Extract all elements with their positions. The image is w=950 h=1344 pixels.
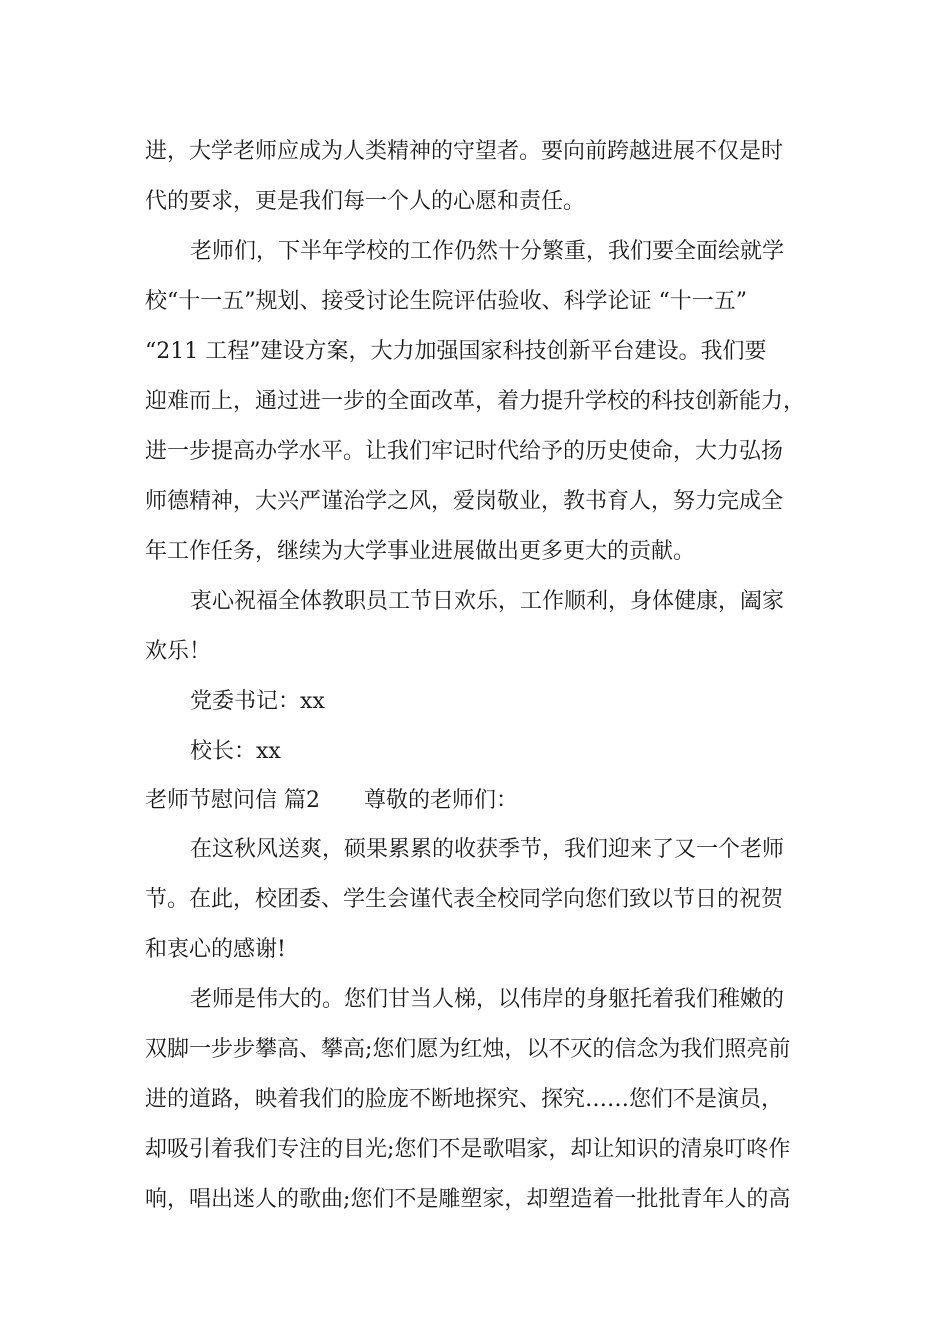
paragraph-line: 年工作任务，继续为大学事业进展做出更多更大的贡献。	[145, 539, 696, 564]
paragraph-line: “211 工程”建设方案，大力加强国家科技创新平台建设。我们要	[145, 339, 767, 364]
paragraph-line: 校“十一五”规划、接受讨论生院评估验收、科学论证 “十一五”	[145, 289, 747, 314]
paragraph-line: 在这秋风送爽，硕果累累的收获季节，我们迎来了又一个老师	[190, 837, 785, 862]
paragraph-line: 进一步提高办学水平。让我们牢记时代给予的历史使命，大力弘扬	[145, 439, 784, 464]
paragraph-line: 师德精神，大兴严谨治学之风，爱岗敬业，教书育人，努力完成全	[145, 489, 784, 514]
paragraph-line: 衷心祝福全体教职员工节日欢乐，工作顺利，身体健康，阖家	[190, 589, 785, 614]
paragraph-line: 却吸引着我们专注的目光;您们不是歌唱家，却让知识的清泉叮咚作	[145, 1137, 791, 1162]
paragraph-line: 和衷心的感谢!	[145, 937, 286, 962]
paragraph-line: 老师们，下半年学校的工作仍然十分繁重，我们要全面绘就学	[190, 239, 785, 264]
paragraph-line: 进，大学老师应成为人类精神的守望者。要向前跨越进展不仅是时	[145, 139, 784, 164]
paragraph-line: 进的道路，映着我们的脸庞不断地探究、探究……您们不是演员，	[145, 1087, 784, 1112]
signature-party-secretary: 党委书记：xx	[190, 689, 325, 714]
paragraph-line: 欢乐！	[145, 639, 212, 664]
paragraph-line: 代的要求，更是我们每一个人的心愿和责任。	[145, 189, 586, 214]
paragraph-line: 老师是伟大的。您们甘当人梯，以伟岸的身躯托着我们稚嫩的	[190, 987, 785, 1012]
paragraph-line: 节。在此，校团委、学生会谨代表全校同学向您们致以节日的祝贺	[145, 887, 784, 912]
section-title: 老师节慰问信 篇2	[145, 788, 320, 813]
paragraph-line: 响，唱出迷人的歌曲;您们不是雕塑家，却塑造着一批批青年人的高	[145, 1187, 791, 1212]
signature-president: 校长：xx	[190, 739, 281, 764]
paragraph-line: 迎难而上，通过进一步的全面改革，着力提升学校的科技创新能力，	[145, 389, 806, 414]
section-heading	[145, 786, 518, 816]
section-greeting: 尊敬的老师们：	[364, 788, 519, 813]
paragraph-line: 双脚一步步攀高、攀高;您们愿为红烛，以不灭的信念为我们照亮前	[145, 1037, 791, 1062]
